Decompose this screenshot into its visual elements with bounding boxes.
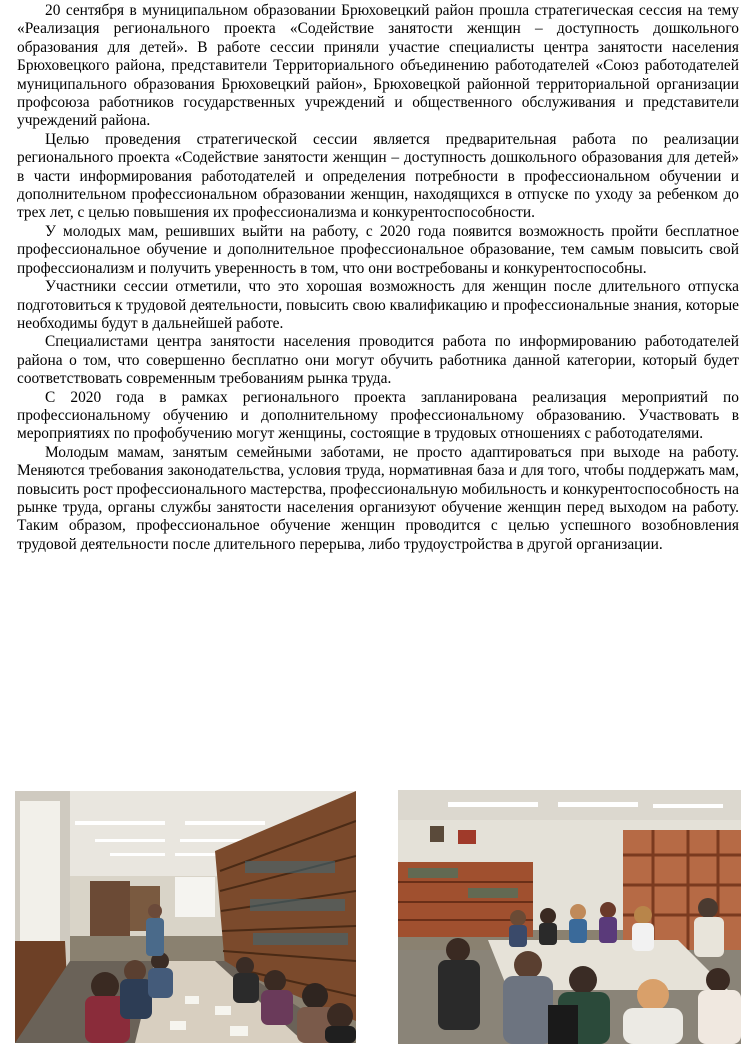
photo-left-illustration <box>15 791 356 1043</box>
paragraph-5: Специалистами центра занятости населения проводится работа по информированию работодателей района о том, что совершенно бесплатно они могут обучить работника данной категории, который будет соответствовать современным требованиям рынка труда. <box>17 333 739 388</box>
paragraph-7: Молодым мамам, занятым семейными заботами, не просто адаптироваться при выходе на работу. Меняются требования законодательства, условия труда, нормативная база и для того, чтобы поддержать мам, повысить рост профессионального мастерства, профессиональную мобильность и конкурентоспособность на рынке труда, органы службы занятости населения организуют обучение женщин перед выходом на работу. Таким образом, профессиональное обучение женщин проводится с целью успешного возобновления трудовой деятельности после длительного перерыва, либо трудоустройства в другой организации. <box>17 443 739 553</box>
photo-right-illustration <box>398 790 741 1044</box>
photo-library-meeting-left <box>15 791 356 1043</box>
photo-library-meeting-right <box>398 790 741 1044</box>
paragraph-3: У молодых мам, решивших выйти на работу, с 2020 года появится возможность пройти бесплатное профессиональное обучение и дополнительное профессиональное образование, тем самым повысить свой профессионализм и получить уверенность в том, что они востребованы и конкурентоспособны. <box>17 222 739 277</box>
paragraph-1: 20 сентября в муниципальном образовании Брюховецкий район прошла стратегическая сессия на тему «Реализация регионального проекта «Содействие занятости женщин – доступность дошкольного образования для детей». В работе сессии приняли участие специалисты центра занятости населения Брюховецкого района, представители Территориального объединению работодателей «Союз работодателей муниципального образования Брюховецкий район», Брюховецкой районной территориальной организации профсоюза работников государственных учреждений и общественного обслуживания и представители учреждений района. <box>17 2 739 130</box>
paragraph-2: Целью проведения стратегической сессии является предварительная работа по реализации регионального проекта «Содействие занятости женщин – доступность дошкольного образования для детей» в части информирования работодателей и определения потребности в профессиональном обучении и дополнительном профессиональном образовании женщин, находящихся в отпуске по уходу за ребенком до трех лет, с целью повышения их профессионализма и конкурентоспособности. <box>17 130 739 222</box>
article-text <box>17 2 739 554</box>
paragraph-4: Участники сессии отметили, что это хорошая возможность для женщин после длительного отпуска подготовиться к трудовой деятельности, повысить свою квалификацию и профессиональные знания, которые необходимы будут в дальнейшей работе. <box>17 278 739 332</box>
paragraph-6: С 2020 года в рамках регионального проекта запланирована реализация мероприятий по профессиональному обучению и дополнительному профессиональному образованию. Участвовать в мероприятиях по профобучению могут женщины, состоящие в трудовых отношениях с работодателями. <box>17 388 739 443</box>
